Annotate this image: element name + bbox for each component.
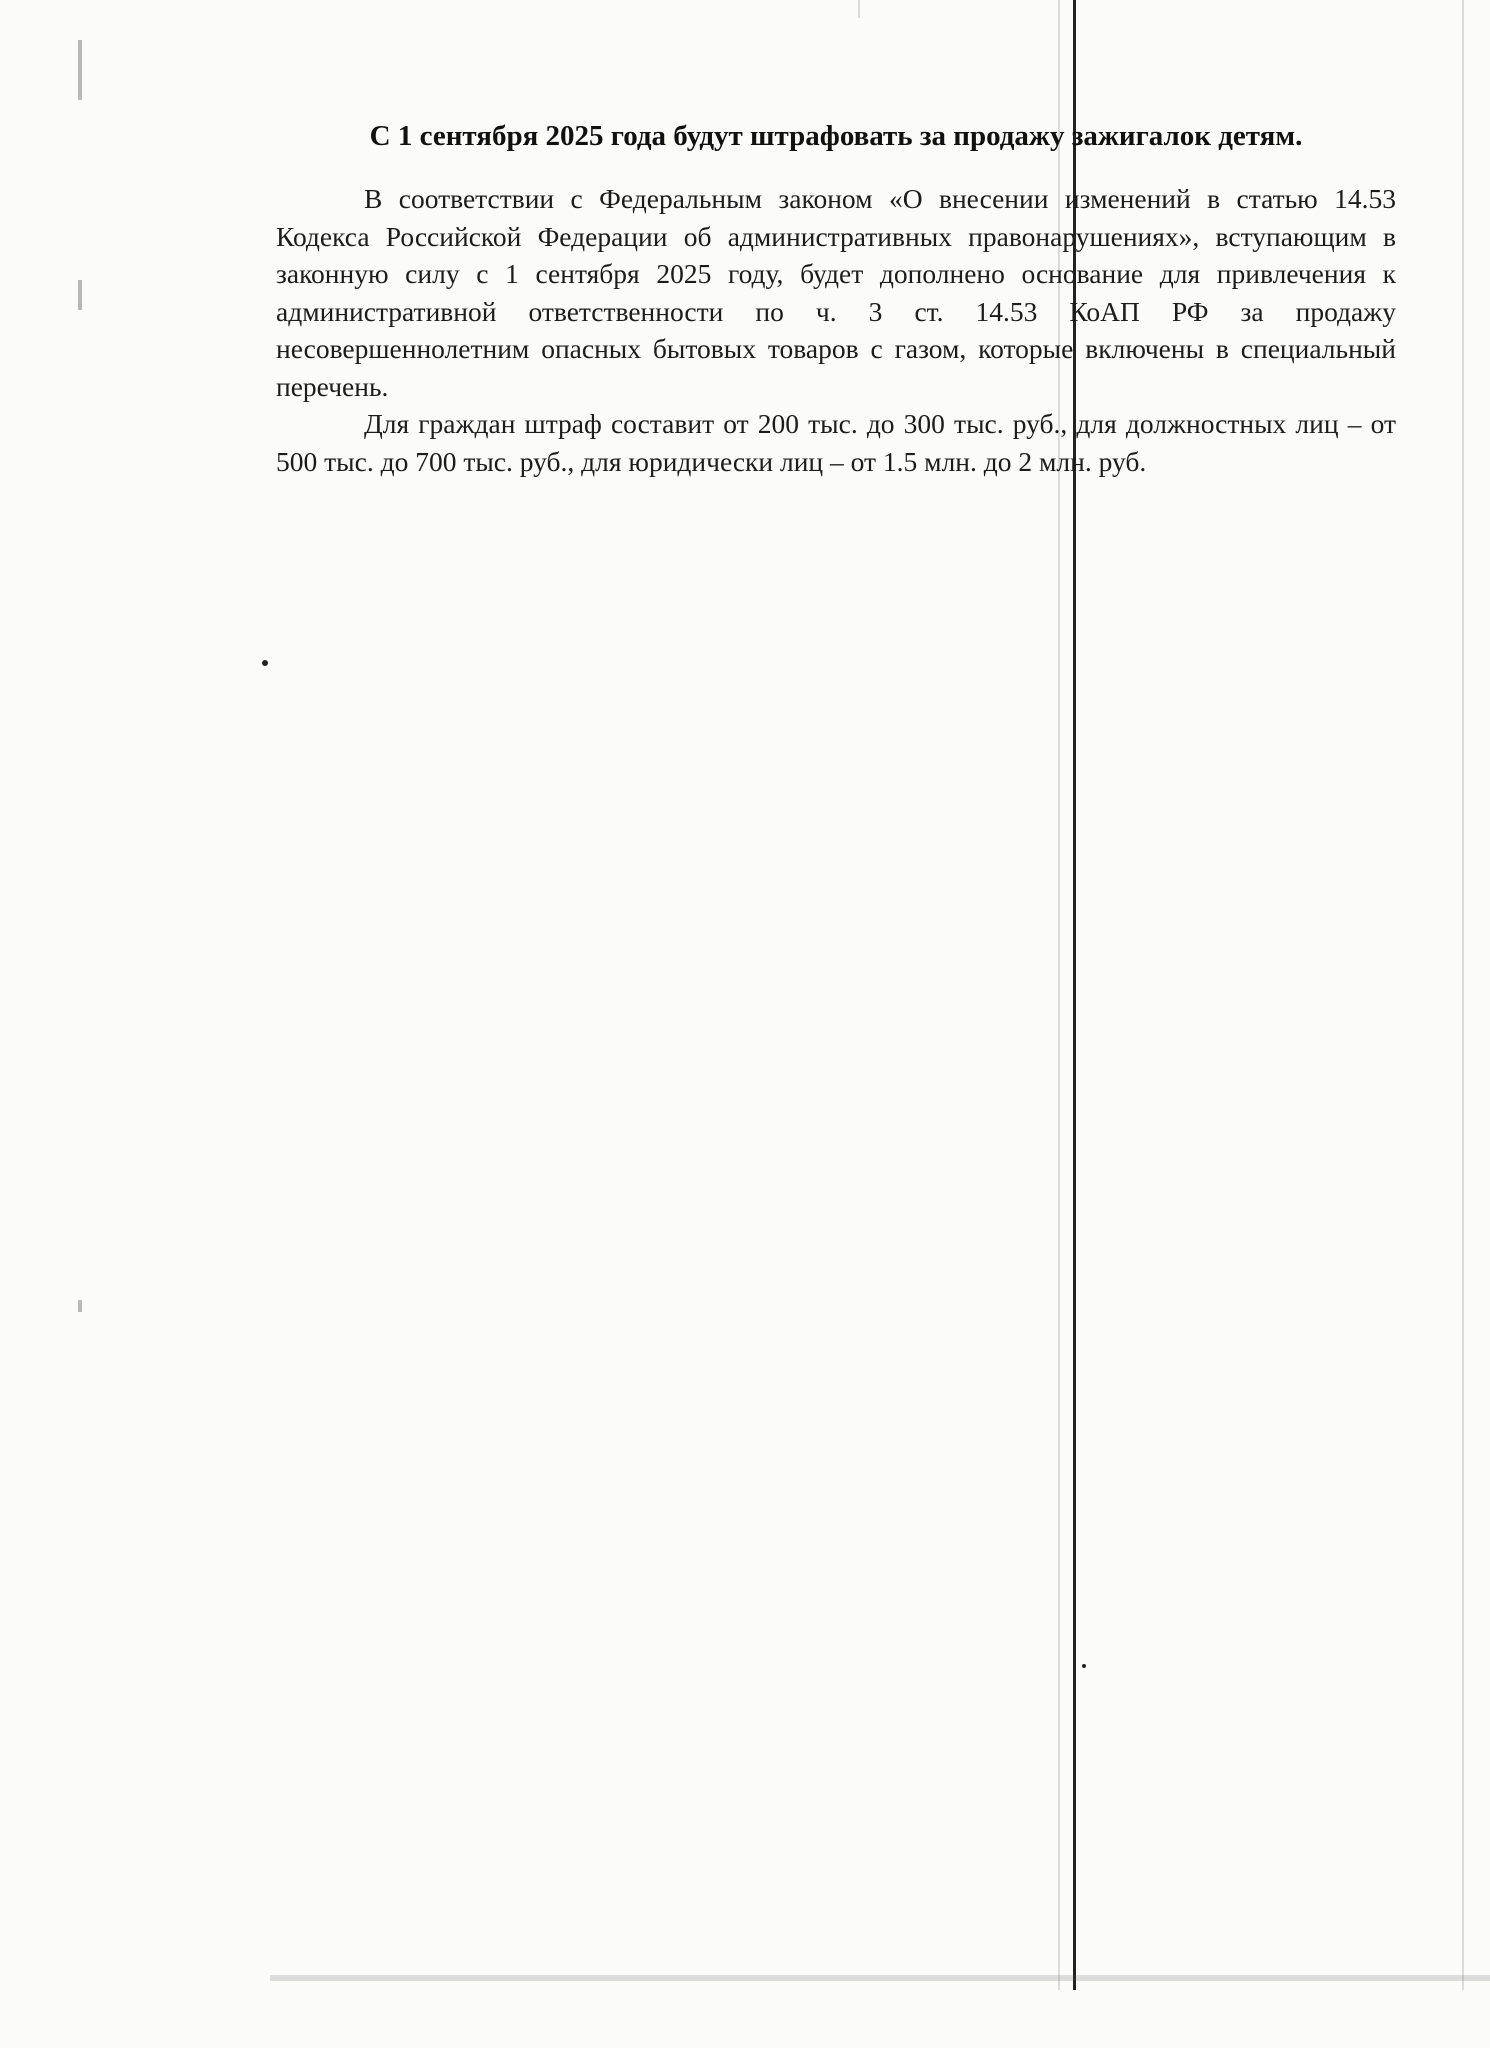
scan-speck bbox=[1082, 1664, 1086, 1668]
scan-edge-mark bbox=[78, 1300, 82, 1312]
paragraph-law: В соответствии с Федеральным законом «О внесении изменений в статью 14.53 Кодекса Российской Федерации об административных правонарушениях», вступающим в законную силу с 1 сентября 2025 году, будет дополнено основание для привлечения к административной ответственности по ч. 3 ст. 14.53 КоАП РФ за продажу несовершеннолетним опасных бытовых товаров с газом, которые включены в специальный перечень. bbox=[276, 183, 1396, 402]
scan-faint-line bbox=[1462, 0, 1464, 1990]
scan-edge-mark bbox=[78, 280, 82, 310]
scan-speck bbox=[262, 660, 268, 666]
document-title: С 1 сентября 2025 года будут штрафовать за продажу зажигалок детям. bbox=[369, 120, 1303, 152]
scan-edge-mark bbox=[78, 40, 82, 100]
document-body bbox=[276, 118, 1396, 480]
paragraph-fines: Для граждан штраф составит от 200 тыс. до 300 тыс. руб., для должностных лиц – от 500 тыс. до 700 тыс. руб., для юридически лиц – от 1.5 млн. до 2 млн. руб. bbox=[276, 408, 1396, 477]
scan-faint-line bbox=[858, 0, 860, 18]
scan-bottom-strip bbox=[270, 1975, 1490, 1981]
